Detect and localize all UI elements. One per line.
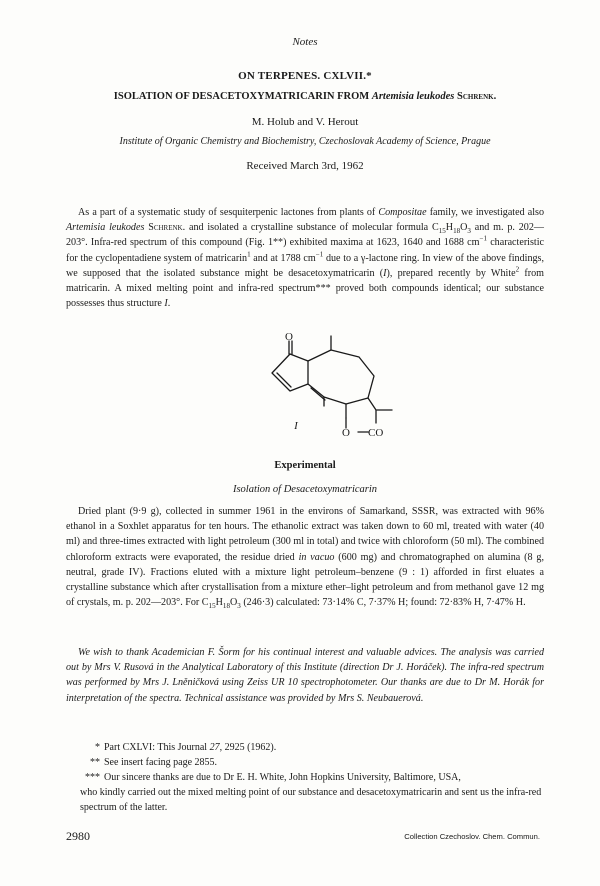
- journal-name: Collection Czechoslov. Chem. Commun.: [404, 832, 540, 841]
- paper-title: ON TERPENES. CXLVII.*: [238, 70, 372, 82]
- footnote-2: ** See insert facing page 2855.: [90, 757, 218, 768]
- received-date: Received March 3rd, 1962: [246, 160, 364, 172]
- carbonyl-oxygen-label: O: [285, 331, 293, 343]
- lactone-co-label: CO: [368, 427, 384, 439]
- lactone-oxygen-label: O: [342, 427, 350, 439]
- running-head: Notes: [292, 36, 318, 48]
- acknowledgement-paragraph: We wish to thank Academician F. Šorm for his continual interest and valuable advices. The analysis was carried out by Mrs V. Rusová in the Analytical Laboratory of this Institute (direction Dr J. Horáček). The infra-red spectrum was performed by Mrs J. Lněničková using Zeiss UR 10 spectrophotometer. Our thanks are due to Dr M. Horák for interpretation of the spectra. Technical assistance was provided by Mrs S. Neubauerová.: [66, 647, 544, 704]
- compound-label: I: [294, 420, 298, 432]
- experimental-heading: Experimental: [274, 460, 336, 471]
- paper-subtitle: [66, 91, 544, 102]
- isolation-heading: Isolation of Desacetoxymatricarin: [232, 484, 378, 495]
- footnote-3: *** Our sincere thanks are due to Dr E. H. White, John Hopkins University, Baltimore, USA, who kindly carried out the mixed melting point of our substance and desacetoxymatricarin and sent us the infra-red spectrum of the latter.: [80, 772, 542, 813]
- authors: M. Holub and V. Herout: [251, 116, 359, 128]
- page-number: 2980: [66, 829, 90, 843]
- subtitle-prefix: ISOLATION OF DESACETOXYMATRICARIN FROM: [113, 91, 370, 102]
- affiliation: Institute of Organic Chemistry and Biochemistry, Czechoslovak Academy of Science, Prague: [119, 136, 491, 147]
- intro-paragraph: As a part of a systematic study of sesquiterpenic lactones from plants of Compositae family, we investigated also Artemisia leukodes Schrenk. and isolated a crystalline substance of molecular formula $C_{15}H_{18}O_3$ and m. p. 202—203°. Infra-red spectrum of this compound (Fig. 1**) exhibited maxima at 1623, 1640 and 1688 $cm^{-1}$ characteristic for the cyclopentadiene system of matricarin$^1$ and at 1788 $cm^{-1}$ due to a γ-lactone ring. In view of the above findings, we supposed that the isolated substance might be desacetoxymatricarin (I), prepared recently by White$^2$ from matricarin. A mixed melting point and infra-red spectrum*** proved both compounds identical; our substance possesses thus structure I.: [66, 207, 545, 310]
- procedure-paragraph: Dried plant (9·9 g), collected in summer 1961 in the environs of Samarkand, SSSR, was extracted with 96% ethanol in a Soxhlet apparatus for ten hours. The ethanolic extract was taken down to 60 ml, treated with water (40 ml) and three-times extracted with light petroleum (300 ml in total) and twice with chloroform (50 ml). The combined chloroform extracts were evaporated, the residue dried in vacuo (600 mg) and chromatographed on alumina (8 g, neutral, grade IV). Fractions eluted with a mixture light petroleum–benzene (9 : 1) afforded in first eluates a crystalline substance which after crystallisation from a mixture ether–light petroleum and from methanol gave 12 mg of crystals, m. p. 202—203°. For $C_{15}H_{18}O_3$ (246·3) calculated: 73·14% C, 7·37% H; found: 72·83% H, 7·47% H.: [66, 506, 544, 611]
- subtitle-author: Schrenk.: [457, 91, 497, 102]
- footnote-1: * Part CXLVI: This Journal 27, 2925 (1962).: [95, 742, 277, 753]
- subtitle-species: Artemisia leukodes: [371, 91, 455, 102]
- structure-diagram: [264, 328, 414, 463]
